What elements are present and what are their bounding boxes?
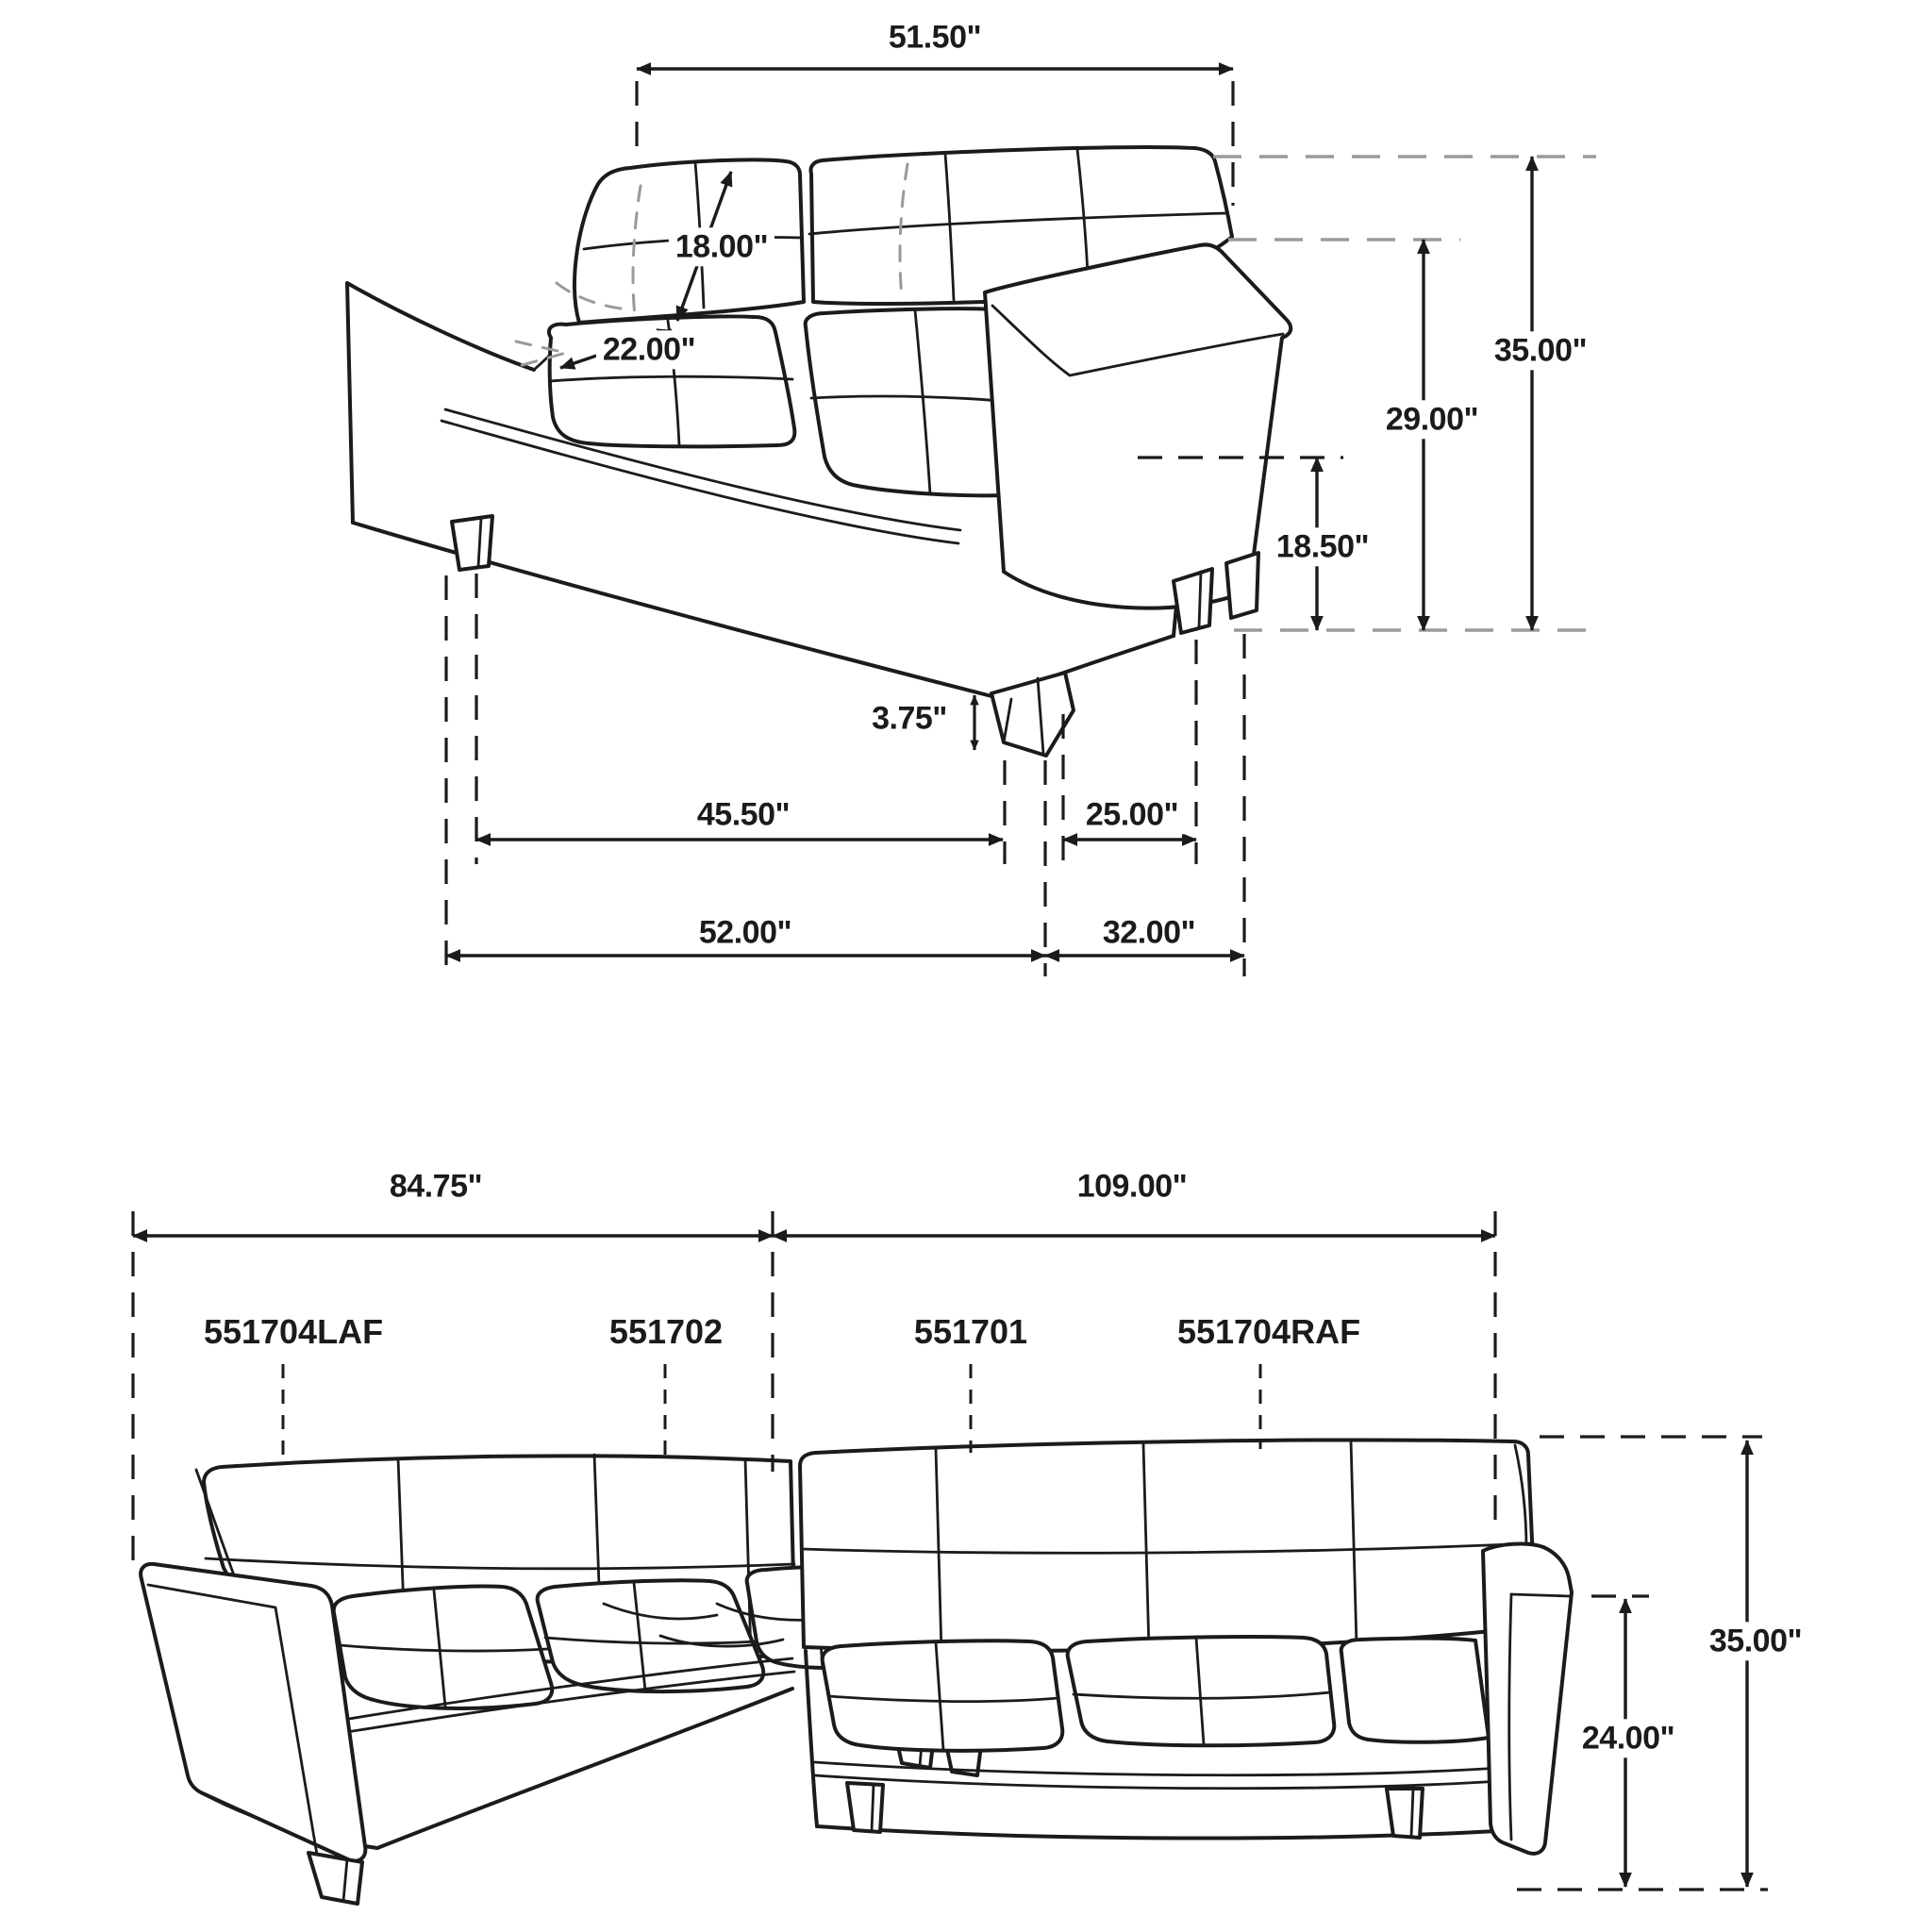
part-label-laf: 551704LAF	[197, 1311, 390, 1353]
dim-seat-depth-label: 22.00"	[596, 330, 702, 369]
sectional-right-arm	[1483, 1544, 1572, 1854]
dim-seat-height-label: 18.50"	[1270, 527, 1375, 566]
dim-sectional-right-length-label: 109.00"	[1071, 1167, 1194, 1206]
part-label-corner: 551701	[908, 1311, 1034, 1353]
loveseat-line-art	[347, 147, 1291, 756]
loveseat-right-arm	[985, 244, 1291, 608]
part-label-raf: 551704RAF	[1171, 1311, 1367, 1353]
dim-back-width-label: 51.50"	[882, 18, 988, 57]
dim-leg-height-label: 3.75"	[865, 699, 954, 738]
dim-arm-depth-label: 25.00"	[1079, 795, 1185, 834]
sectional-right-seats	[823, 1637, 1489, 1751]
dim-overall-width-label: 52.00"	[692, 913, 798, 952]
sectional-right-back	[800, 1441, 1536, 1654]
sectional-left-arm	[141, 1564, 365, 1861]
dim-overall-depth-label: 32.00"	[1096, 913, 1202, 952]
dim-back-cushion-height-label: 18.00"	[669, 227, 774, 266]
sectional-line-art	[141, 1441, 1572, 1905]
dim-sectional-arm-height-label: 24.00"	[1575, 1719, 1681, 1757]
dim-sectional-left-length-label: 84.75"	[383, 1167, 489, 1206]
dim-overall-height-label: 35.00"	[1488, 331, 1593, 370]
dim-back-height-label: 29.00"	[1379, 400, 1485, 439]
dim-sectional-height-label: 35.00"	[1703, 1622, 1808, 1660]
part-label-armless: 551702	[603, 1311, 729, 1353]
sectional-right-legs	[847, 1783, 1423, 1838]
loveseat-left-end	[347, 283, 579, 523]
dim-seat-width-label: 45.50"	[691, 795, 796, 834]
